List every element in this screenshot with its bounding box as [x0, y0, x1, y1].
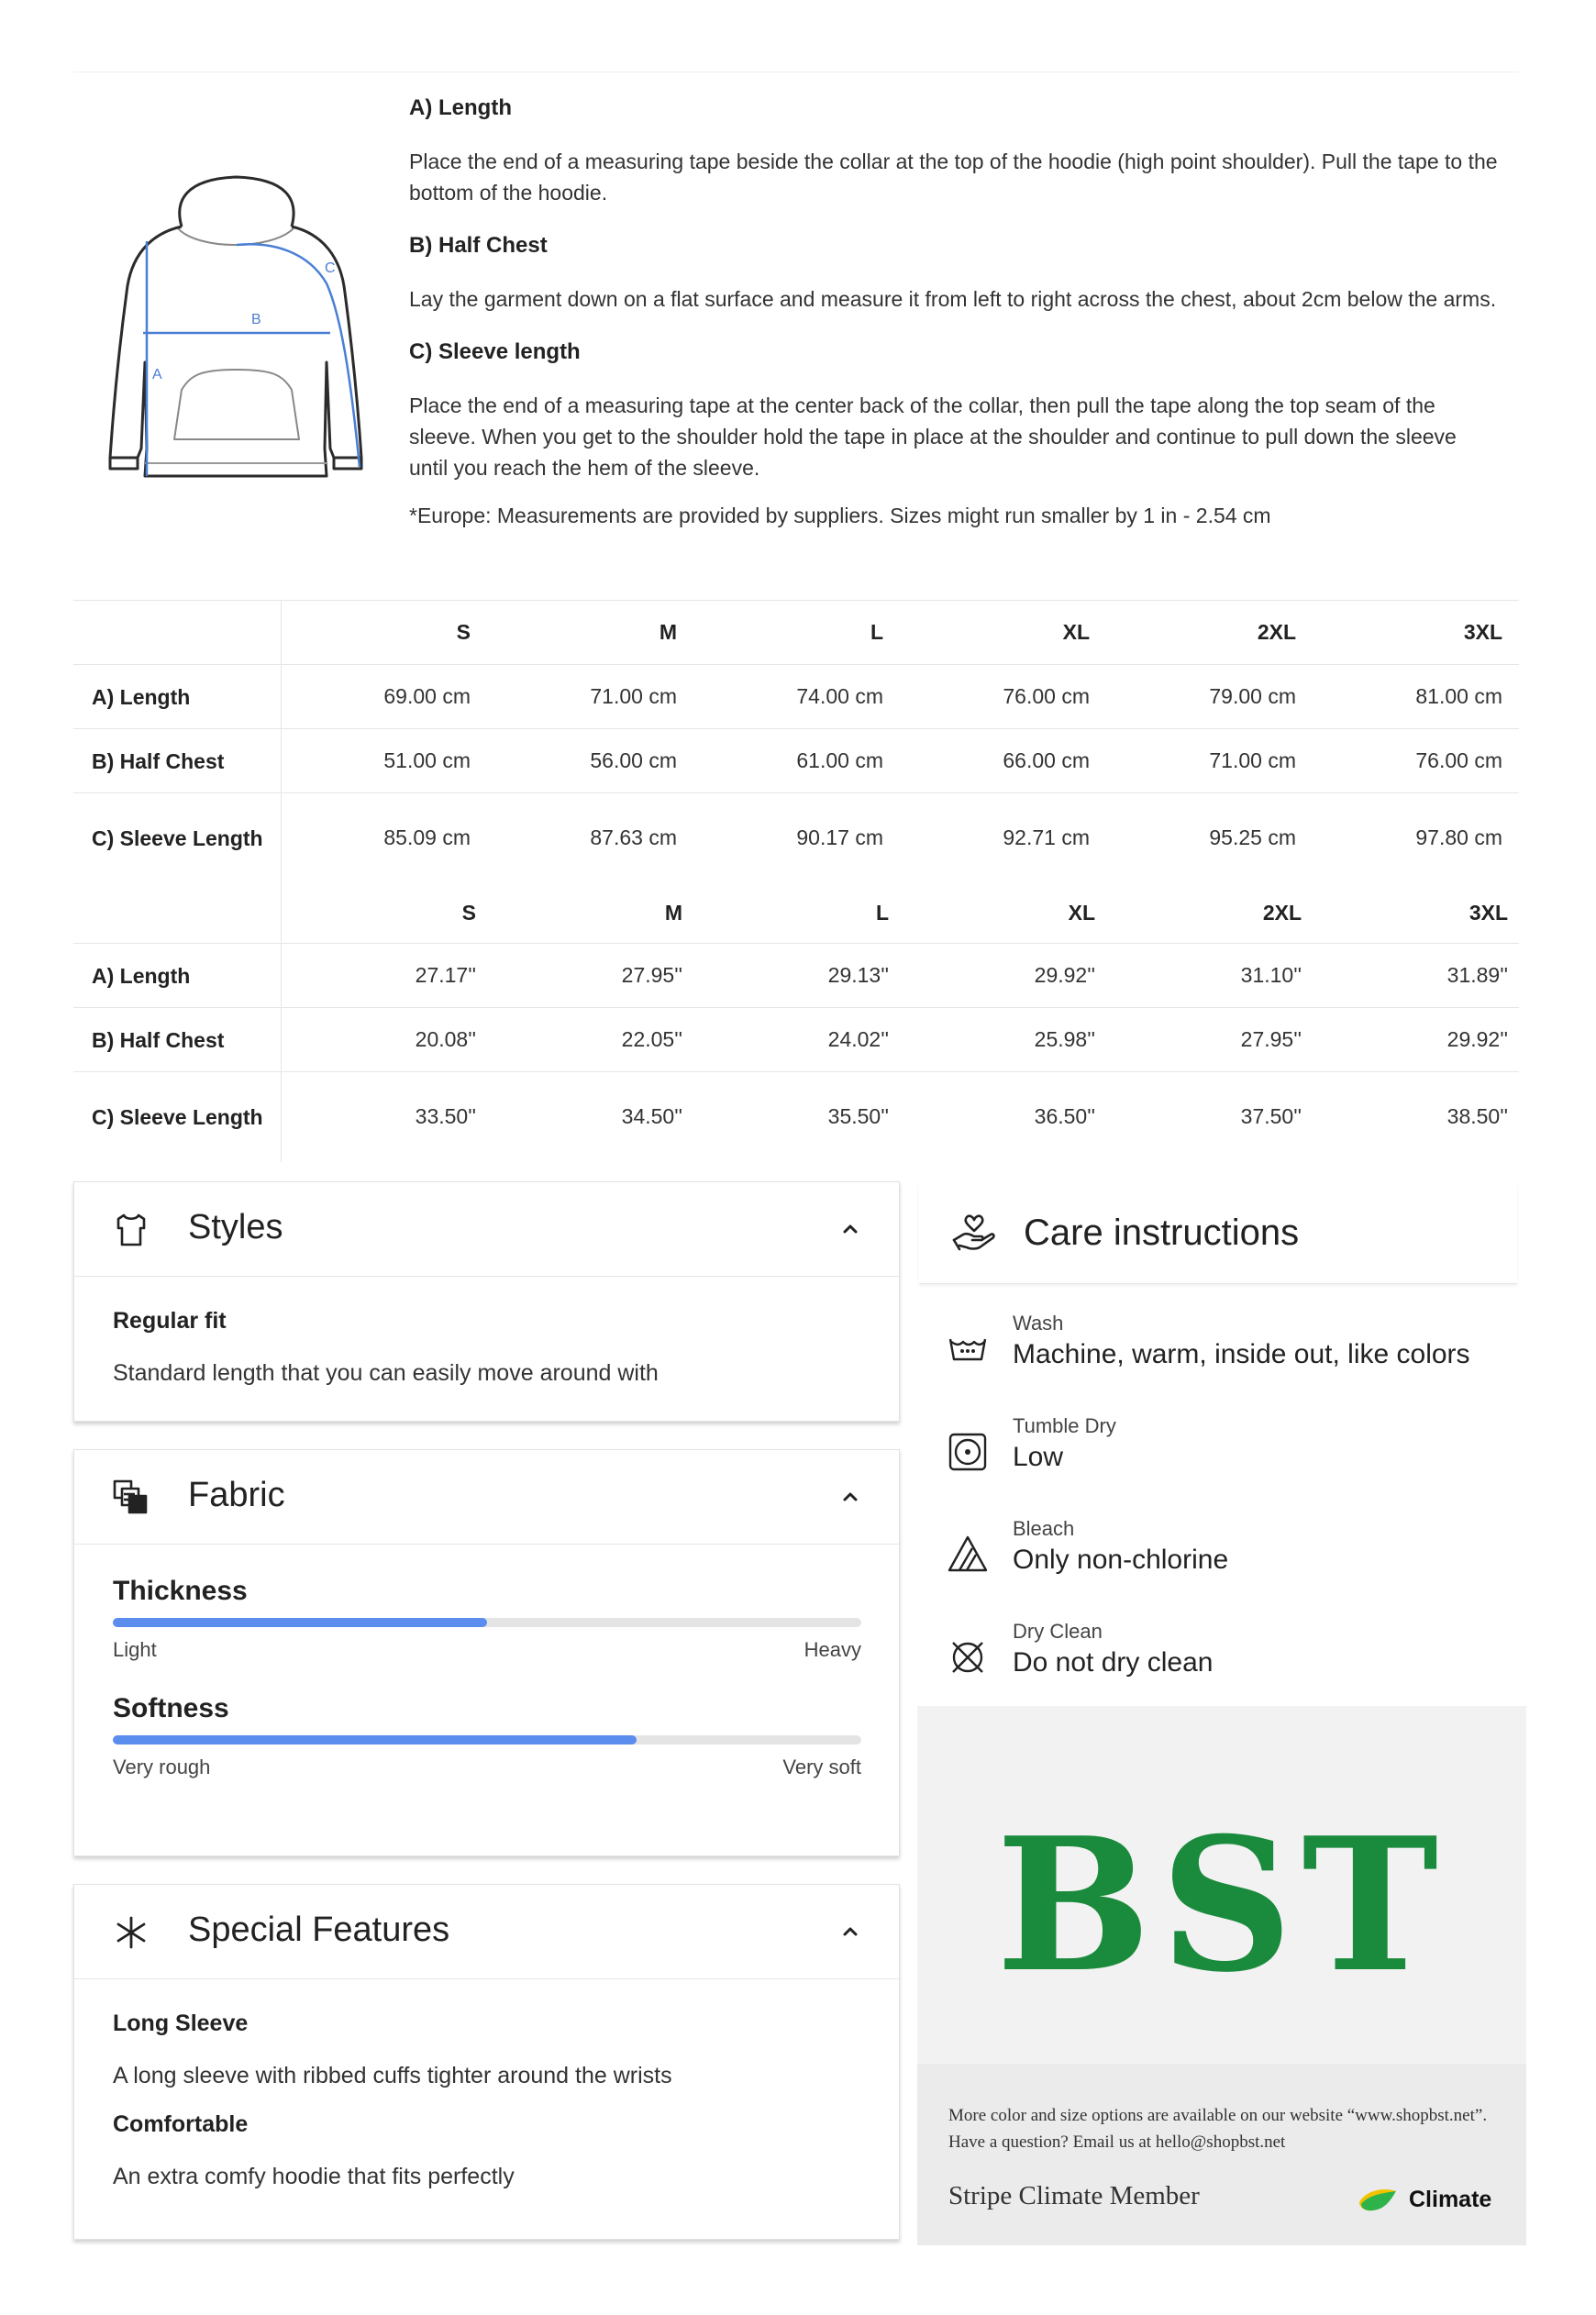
table-cell: 29.92'' [900, 944, 1106, 1008]
size-header: 3XL [1469, 900, 1508, 925]
size-table-inches [73, 883, 1519, 1162]
table-cell: 31.10'' [1106, 944, 1313, 1008]
table-cell: 22.05'' [487, 1008, 693, 1072]
table-cell: 37.50'' [1106, 1072, 1313, 1162]
contact-info: Have a question? Email us at hello@shopbst.net [948, 2132, 1286, 2152]
row-label: A) Length [73, 665, 281, 729]
table-row [73, 729, 1519, 793]
size-header: XL [1068, 900, 1095, 925]
table-row [73, 1072, 1519, 1162]
table-cell: 33.50'' [281, 1072, 487, 1162]
chevron-up-icon[interactable] [840, 1487, 860, 1507]
chevron-up-icon[interactable] [840, 1219, 860, 1239]
size-header: 2XL [1262, 900, 1302, 925]
table-cell: 81.00 cm [1313, 665, 1519, 729]
care-label: Tumble Dry [1013, 1414, 1116, 1437]
table-row [73, 1008, 1519, 1072]
size-header: S [456, 620, 471, 644]
chest-title: B) Half Chest [409, 233, 548, 258]
feature-text: A long sleeve with ribbed cuffs tighter around the wrists [113, 2063, 672, 2088]
thickness-min: Light [113, 1638, 157, 1661]
thickness-label: Thickness [113, 1576, 248, 1606]
table-cell: 90.17 cm [693, 793, 900, 883]
europe-note: *Europe: Measurements are provided by suppliers. Sizes might run smaller by 1 in - 2.54 cm [409, 504, 1271, 527]
table-cell: 56.00 cm [487, 729, 693, 793]
shirt-icon [111, 1210, 151, 1250]
care-item-bleach [919, 1517, 1517, 1600]
thickness-meter [113, 1576, 860, 1662]
length-text: Place the end of a measuring tape beside the collar at the top of the hoodie (high point shoulder). Pull the tape to the bottom of the hoodie. [409, 150, 1498, 205]
row-label: B) Half Chest [73, 729, 281, 793]
diagram-label-b: B [251, 312, 261, 327]
diagram-label-a: A [152, 367, 162, 382]
care-item-wash [919, 1312, 1517, 1394]
no-dry-clean-icon [947, 1636, 989, 1678]
table-cell: 51.00 cm [281, 729, 487, 793]
size-tables [73, 600, 1519, 1162]
hand-care-icon [950, 1213, 998, 1255]
softness-max: Very soft [782, 1756, 861, 1778]
size-header: L [875, 900, 889, 925]
climate-badge [1358, 2181, 1491, 2218]
diagram-label-c: C [325, 260, 336, 276]
style-description: Standard length that you can easily move around with [113, 1360, 659, 1386]
care-value: Do not dry clean [1013, 1647, 1214, 1678]
row-label: A) Length [73, 944, 281, 1008]
table-cell: 79.00 cm [1106, 665, 1313, 729]
table-cell: 20.08'' [281, 1008, 487, 1072]
sleeve-title: C) Sleeve length [409, 339, 581, 364]
table-cell: 29.92'' [1313, 1008, 1519, 1072]
table-header-row [73, 883, 1519, 944]
size-table-cm [73, 600, 1519, 883]
softness-fill [113, 1735, 637, 1745]
care-value: Machine, warm, inside out, like colors [1013, 1339, 1470, 1369]
softness-meter [113, 1693, 860, 1779]
fabric-header[interactable] [74, 1450, 899, 1545]
asterisk-icon [111, 1912, 151, 1953]
table-cell: 71.00 cm [487, 665, 693, 729]
care-header [919, 1183, 1517, 1284]
care-label: Wash [1013, 1312, 1064, 1335]
fabric-icon [111, 1478, 151, 1518]
table-cell: 27.95'' [487, 944, 693, 1008]
sleeve-text: Place the end of a measuring tape at the center back of the collar, then pull the tape along the top seam of the sleeve. When you get to the shoulder hold the tape in place at the shoulder and continue to pull down the sleeve until you reach the hem of the sleeve. [409, 393, 1457, 480]
measurement-guide [73, 72, 1519, 600]
table-cell: 85.09 cm [281, 793, 487, 883]
fabric-title: Fabric [188, 1476, 285, 1514]
brand-info [948, 2102, 1487, 2155]
table-cell: 95.25 cm [1106, 793, 1313, 883]
softness-label: Softness [113, 1693, 229, 1723]
length-title: A) Length [409, 95, 512, 120]
table-row [73, 793, 1519, 883]
styles-title: Styles [188, 1208, 283, 1246]
stripe-climate-member: Stripe Climate Member [948, 2181, 1200, 2210]
table-cell: 87.63 cm [487, 793, 693, 883]
size-header: M [664, 900, 682, 925]
special-features-title: Special Features [188, 1911, 450, 1949]
special-features-header[interactable] [74, 1885, 899, 1979]
wash-icon [947, 1328, 989, 1370]
table-cell: 92.71 cm [900, 793, 1106, 883]
row-label: C) Sleeve Length [73, 793, 281, 883]
table-cell: 69.00 cm [281, 665, 487, 729]
chevron-up-icon[interactable] [840, 1922, 860, 1942]
table-cell: 31.89'' [1313, 944, 1519, 1008]
size-header: M [659, 620, 677, 644]
table-row [73, 665, 1519, 729]
table-cell: 34.50'' [487, 1072, 693, 1162]
care-item-tumble-dry [919, 1414, 1517, 1497]
table-cell: 76.00 cm [1313, 729, 1519, 793]
care-item-dry-clean [919, 1620, 1517, 1702]
care-label: Bleach [1013, 1517, 1075, 1540]
table-cell: 27.17'' [281, 944, 487, 1008]
table-cell: 61.00 cm [693, 729, 900, 793]
care-instructions [919, 1183, 1517, 1704]
fabric-card [73, 1449, 900, 1856]
table-cell: 71.00 cm [1106, 729, 1313, 793]
feature-text: An extra comfy hoodie that fits perfectly [113, 2164, 515, 2189]
brand-footer [917, 2064, 1526, 2245]
table-cell: 25.98'' [900, 1008, 1106, 1072]
empty-header [73, 883, 281, 944]
table-cell: 35.50'' [693, 1072, 900, 1162]
table-cell: 74.00 cm [693, 665, 900, 729]
thickness-max: Heavy [804, 1638, 861, 1661]
size-header: 2XL [1257, 620, 1296, 644]
special-features-card [73, 1884, 900, 2240]
table-cell: 76.00 cm [900, 665, 1106, 729]
care-title: Care instructions [1024, 1213, 1300, 1253]
size-header: XL [1062, 620, 1090, 644]
guide-text [409, 93, 1501, 553]
table-cell: 38.50'' [1313, 1072, 1519, 1162]
styles-header[interactable] [74, 1182, 899, 1277]
hoodie-diagram [90, 173, 383, 485]
bleach-icon [947, 1534, 989, 1576]
table-cell: 24.02'' [693, 1008, 900, 1072]
care-label: Dry Clean [1013, 1620, 1103, 1643]
styles-card [73, 1181, 900, 1422]
size-header: L [870, 620, 883, 644]
table-row [73, 944, 1519, 1008]
table-cell: 97.80 cm [1313, 793, 1519, 883]
table-cell: 29.13'' [693, 944, 900, 1008]
feature-title: Comfortable [113, 2111, 249, 2137]
softness-min: Very rough [113, 1756, 211, 1778]
climate-leaf-icon [1358, 2186, 1398, 2213]
feature-title: Long Sleeve [113, 2010, 249, 2036]
care-value: Low [1013, 1442, 1064, 1472]
row-label: C) Sleeve Length [73, 1072, 281, 1162]
tumble-dry-icon [947, 1431, 989, 1473]
care-value: Only non-chlorine [1013, 1545, 1229, 1575]
softness-track [113, 1735, 861, 1745]
website-info: More color and size options are available on our website “www.shopbst.net”. [948, 2106, 1488, 2125]
brand-panel [917, 1706, 1526, 2245]
table-cell: 66.00 cm [900, 729, 1106, 793]
size-header: S [461, 900, 476, 925]
brand-logo: BST [995, 1798, 1448, 2013]
table-cell: 36.50'' [900, 1072, 1106, 1162]
style-name: Regular fit [113, 1308, 227, 1334]
size-header: 3XL [1463, 620, 1502, 644]
thickness-track [113, 1618, 861, 1627]
chest-text: Lay the garment down on a flat surface and measure it from left to right across the chest, about 2cm below the arms. [409, 287, 1497, 311]
table-header-row [73, 601, 1519, 665]
row-label: B) Half Chest [73, 1008, 281, 1072]
table-cell: 27.95'' [1106, 1008, 1313, 1072]
climate-label: Climate [1409, 2186, 1492, 2212]
thickness-fill [113, 1618, 487, 1627]
empty-header [73, 601, 281, 665]
